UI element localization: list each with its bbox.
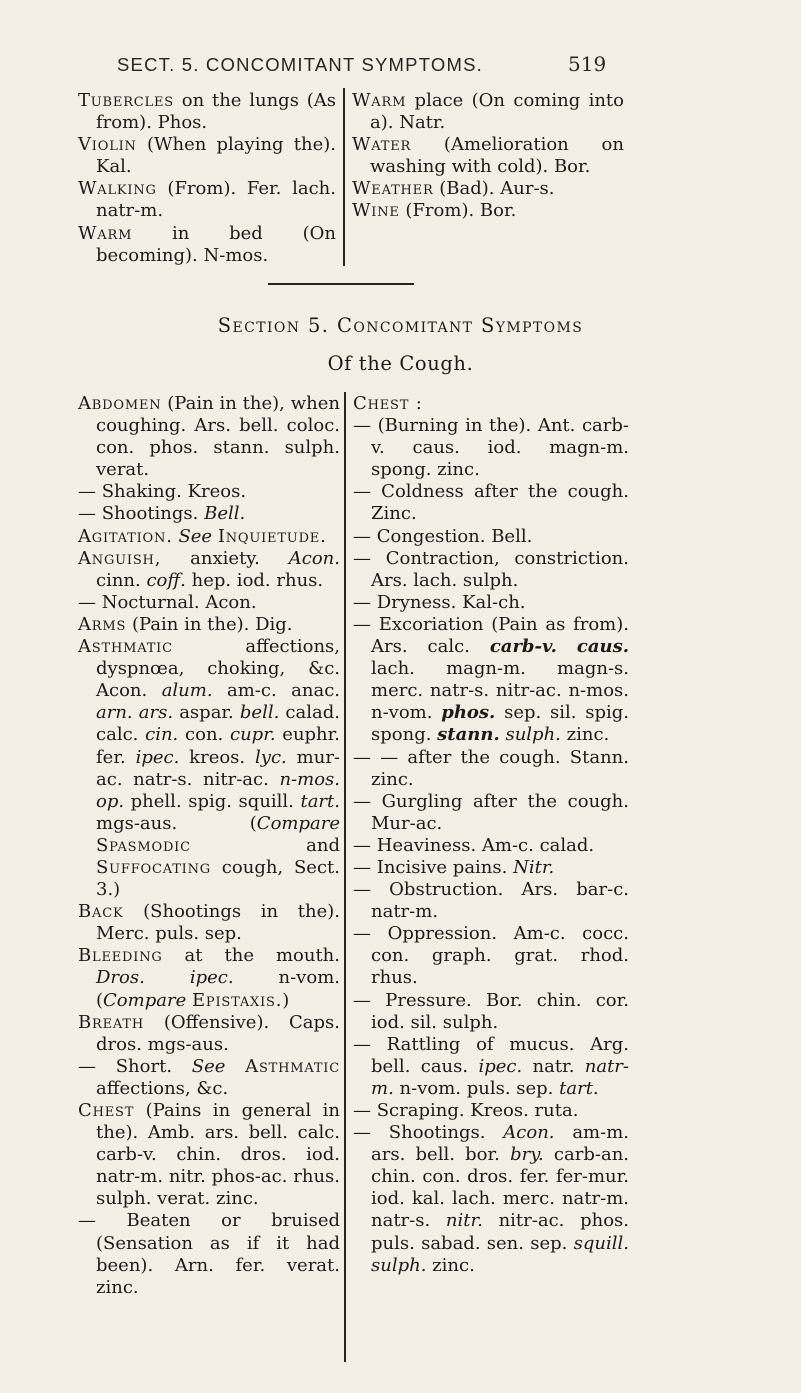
entry-abdomen: Abdomen (Pain in the), when coughing. Ars. bell. coloc. con. phos. stann. sulph. verat. [78,393,340,481]
entry-coldness: — Coldness after the cough. Zinc. [353,481,629,525]
chest-label: Chest : [353,393,423,414]
entry-incisive: — Incisive pains. Nitr. [353,856,555,878]
entry-short: — Short. See Asthmatic affections, &c. [78,1055,340,1099]
entry-weather: Weather (Bad). Aur-s. [352,178,555,200]
entry-burning: — (Burning in the). Ant. carb-v. caus. iod. magn-m. spong. zinc. [353,415,629,481]
entry-congestion: — Congestion. Bell. [353,525,533,547]
section-rule [268,283,414,285]
entry-asthmatic: Asthmatic affections, dyspnœa, choking, &c. Acon. alum. am-c. anac. arn. ars. aspar. bell. calad. calc. cin. con. cupr. euphr. fer. ipec. kreos. lyc. mur-ac. natr-s. nitr-ac. n-mos. op. phell. spig. squill. tart. mgs-aus. (Compare Spasmodic and Suffocating cough, Sect. 3.) [78,636,340,901]
entry-after-cough: — — after the cough. Stann. zinc. [353,746,629,790]
section-title: Section 5. Concomitant Symptoms [217,314,584,337]
entry-warm-place: Warm place (On coming into a). Natr. [352,90,624,134]
entry-wine: Wine (From). Bor. [352,200,517,222]
entry-heaviness: — Heaviness. Am-c. calad. [353,834,595,856]
entry-pressure: — Pressure. Bor. chin. cor. iod. sil. sulph. [353,989,629,1033]
entry-breath: Breath (Offensive). Caps. dros. mgs-aus. [78,1011,340,1055]
top-right-column [352,90,624,223]
page-header [0,52,801,82]
entry-obstruction: — Obstruction. Ars. bar-c. natr-m. [353,879,629,923]
entry-agitation: Agitation. See Inquietude. [78,525,327,547]
entry-violin: Violin (When playing the). Kal. [78,134,336,178]
entry-anguish: Anguish, anxiety. Acon. cinn. coff. hep. iod. rhus. [78,547,340,591]
entry-oppression: — Oppression. Am-c. cocc. con. graph. grat. rhod. rhus. [353,923,629,989]
entry-shootings: — Shootings. Bell. [78,503,246,525]
entry-shaking: — Shaking. Kreos. [78,481,247,503]
page-number: 519 [568,52,607,76]
entry-water: Water (Amelioration on washing with cold). Bor. [352,134,624,178]
entry-rattling: — Rattling of mucus. Arg. bell. caus. ipec. natr. natr-m. n-vom. puls. sep. tart. [353,1033,629,1099]
running-head: SECT. 5. CONCOMITANT SYMPTOMS. [117,54,483,75]
entry-warm-bed: Warm in bed (On becoming). N-mos. [78,222,336,266]
entry-arms: Arms (Pain in the). Dig. [78,613,293,635]
entry-dryness: — Dryness. Kal-ch. [353,591,526,613]
entry-shootings-chest: — Shootings. Acon. am-m. ars. bell. bor. bry. carb-an. chin. con. dros. fer. fer-mur. iod. kal. lach. merc. natr-m. natr-s. nitr. nitr-ac. phos. puls. sabad. sen. sep. squill. sulph. zinc. [353,1122,630,1276]
entry-scraping: — Scraping. Kreos. ruta. [353,1100,579,1121]
entry-tubercles: Tubercles on the lungs (As from). Phos. [78,90,336,134]
main-left-column [78,393,340,1299]
entry-nocturnal: — Nocturnal. Acon. [78,591,257,613]
column-divider-main [344,392,346,1362]
entry-excoriation: — Excoriation (Pain as from). Ars. calc. carb-v. caus. lach. magn-m. magn-s. merc. natr-s. nitr-ac. n-mos. n-vom. phos. sep. sil. spig. spong. stann. sulph. zinc. [353,613,629,746]
entry-chest: Chest (Pains in general in the). Amb. ars. bell. calc. carb-v. chin. dros. iod. natr-m. nitr. phos-ac. rhus. sulph. verat. zinc. [78,1100,340,1210]
column-divider-top [343,88,345,266]
entry-beaten: — Beaten or bruised (Sensation as if it had been). Arn. fer. verat. zinc. [78,1210,340,1298]
entry-walking: Walking (From). Fer. lach. natr-m. [78,178,336,222]
section-subtitle: Of the Cough. [327,352,474,375]
entry-gurgling: — Gurgling after the cough. Mur-ac. [353,790,629,834]
entry-contraction: — Contraction, constriction. Ars. lach. sulph. [353,547,629,591]
top-left-column [78,90,336,267]
entry-back: Back (Shootings in the). Merc. puls. sep. [78,901,340,945]
entry-bleeding: Bleeding at the mouth. Dros. ipec. n-vom. (Compare Epistaxis.) [78,945,340,1011]
main-right-column [353,393,629,1277]
